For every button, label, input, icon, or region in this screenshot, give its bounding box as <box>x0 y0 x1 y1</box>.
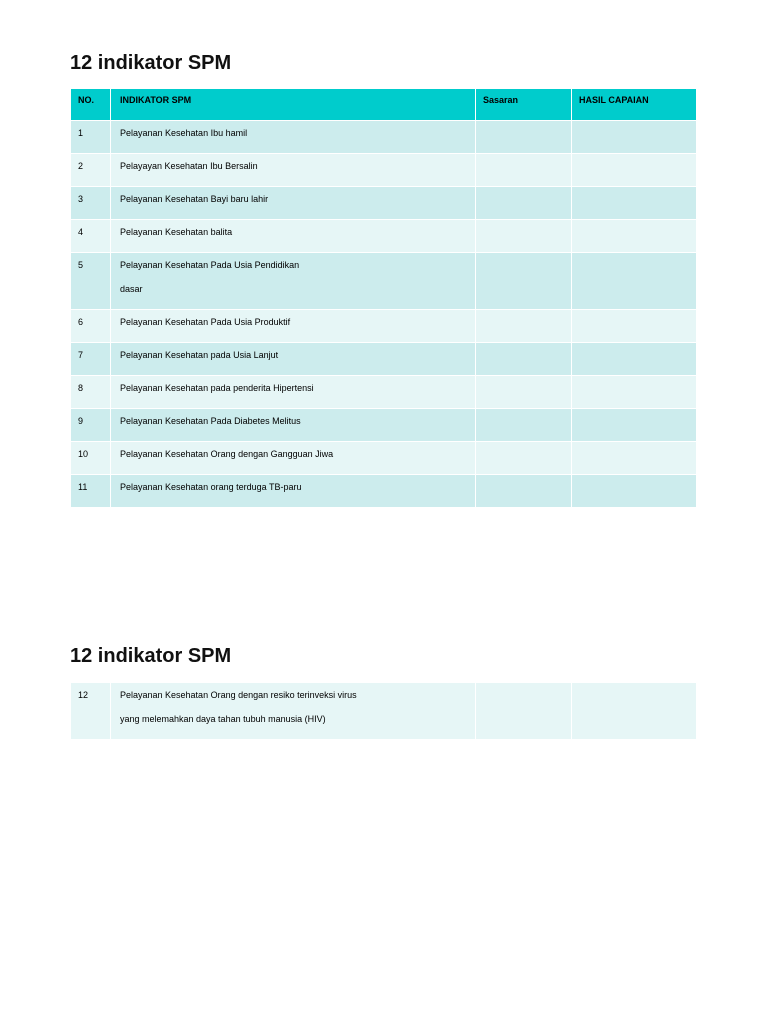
cell-indikator <box>111 343 476 376</box>
cell-indikator <box>111 442 476 475</box>
cell-sasaran <box>476 187 572 220</box>
spm-table-2 <box>70 682 697 740</box>
cell-sasaran <box>476 310 572 343</box>
cell-hasil-capaian <box>572 121 697 154</box>
section-2-heading: 12 indikator SPM <box>70 645 232 667</box>
cell-no: 2 <box>71 154 111 187</box>
cell-no: 6 <box>71 310 111 343</box>
cell-indikator <box>111 475 476 508</box>
table-row <box>71 683 697 740</box>
indikator-text: Pelayanan Kesehatan Pada Usia Produktif <box>120 317 291 327</box>
column-header-indikator: INDIKATOR SPM <box>111 89 476 121</box>
cell-sasaran <box>476 154 572 187</box>
section-1-heading: 12 indikator SPM <box>70 52 232 74</box>
cell-no: 5 <box>71 253 111 310</box>
table-row <box>71 442 697 475</box>
cell-sasaran <box>476 253 572 310</box>
cell-indikator <box>111 121 476 154</box>
cell-no: 7 <box>71 343 111 376</box>
cell-hasil-capaian <box>572 154 697 187</box>
cell-sasaran <box>476 343 572 376</box>
cell-no: 1 <box>71 121 111 154</box>
cell-no: 4 <box>71 220 111 253</box>
indikator-text: Pelayanan Kesehatan pada penderita Hipertensi <box>120 383 314 393</box>
cell-hasil-capaian <box>572 343 697 376</box>
table-row <box>71 409 697 442</box>
cell-indikator <box>111 376 476 409</box>
cell-indikator <box>111 154 476 187</box>
cell-no: 10 <box>71 442 111 475</box>
indikator-text: Pelayanan Kesehatan Ibu hamil <box>120 128 248 138</box>
indikator-text: Pelayanan Kesehatan Orang dengan resiko terinveksi virus <box>120 690 357 700</box>
cell-indikator <box>111 253 476 310</box>
cell-no: 11 <box>71 475 111 508</box>
indikator-text: Pelayanan Kesehatan Pada Diabetes Melitus <box>120 416 301 426</box>
cell-hasil-capaian <box>572 253 697 310</box>
cell-sasaran <box>476 475 572 508</box>
indikator-text-line2: dasar <box>120 284 143 294</box>
table-row <box>71 187 697 220</box>
cell-sasaran <box>476 220 572 253</box>
column-header-sasaran: Sasaran <box>476 89 572 121</box>
cell-indikator <box>111 409 476 442</box>
cell-indikator <box>111 310 476 343</box>
indikator-text: Pelayanan Kesehatan pada Usia Lanjut <box>120 350 279 360</box>
cell-indikator <box>111 220 476 253</box>
indikator-text: Pelayanan Kesehatan Pada Usia Pendidikan <box>120 260 300 270</box>
cell-sasaran <box>476 409 572 442</box>
cell-hasil-capaian <box>572 475 697 508</box>
cell-no: 8 <box>71 376 111 409</box>
table-row <box>71 310 697 343</box>
indikator-text: Pelayanan Kesehatan balita <box>120 227 233 237</box>
spm-table-1 <box>70 88 697 508</box>
cell-indikator <box>111 187 476 220</box>
cell-hasil-capaian <box>572 187 697 220</box>
cell-hasil-capaian <box>572 683 697 740</box>
cell-hasil-capaian <box>572 409 697 442</box>
indikator-text-line2: yang melemahkan daya tahan tubuh manusia (HIV) <box>120 714 326 724</box>
table-row <box>71 220 697 253</box>
table-row <box>71 343 697 376</box>
cell-sasaran <box>476 121 572 154</box>
cell-hasil-capaian <box>572 376 697 409</box>
cell-no: 9 <box>71 409 111 442</box>
indikator-text: Pelayanan Kesehatan Bayi baru lahir <box>120 194 269 204</box>
indikator-text: Pelayayan Kesehatan Ibu Bersalin <box>120 161 258 171</box>
cell-no: 12 <box>71 683 111 740</box>
column-header-hasil: HASIL CAPAIAN <box>572 89 697 121</box>
cell-hasil-capaian <box>572 442 697 475</box>
cell-no: 3 <box>71 187 111 220</box>
indikator-text: Pelayanan Kesehatan orang terduga TB-paru <box>120 482 302 492</box>
cell-hasil-capaian <box>572 310 697 343</box>
indikator-text: Pelayanan Kesehatan Orang dengan Gangguan Jiwa <box>120 449 334 459</box>
cell-indikator <box>111 683 476 740</box>
table-row <box>71 475 697 508</box>
table-row <box>71 154 697 187</box>
table-row <box>71 253 697 310</box>
table-header-row <box>71 89 697 121</box>
column-header-no: NO. <box>71 89 111 121</box>
table-row <box>71 376 697 409</box>
cell-sasaran <box>476 376 572 409</box>
table-row <box>71 121 697 154</box>
cell-sasaran <box>476 683 572 740</box>
cell-sasaran <box>476 442 572 475</box>
cell-hasil-capaian <box>572 220 697 253</box>
